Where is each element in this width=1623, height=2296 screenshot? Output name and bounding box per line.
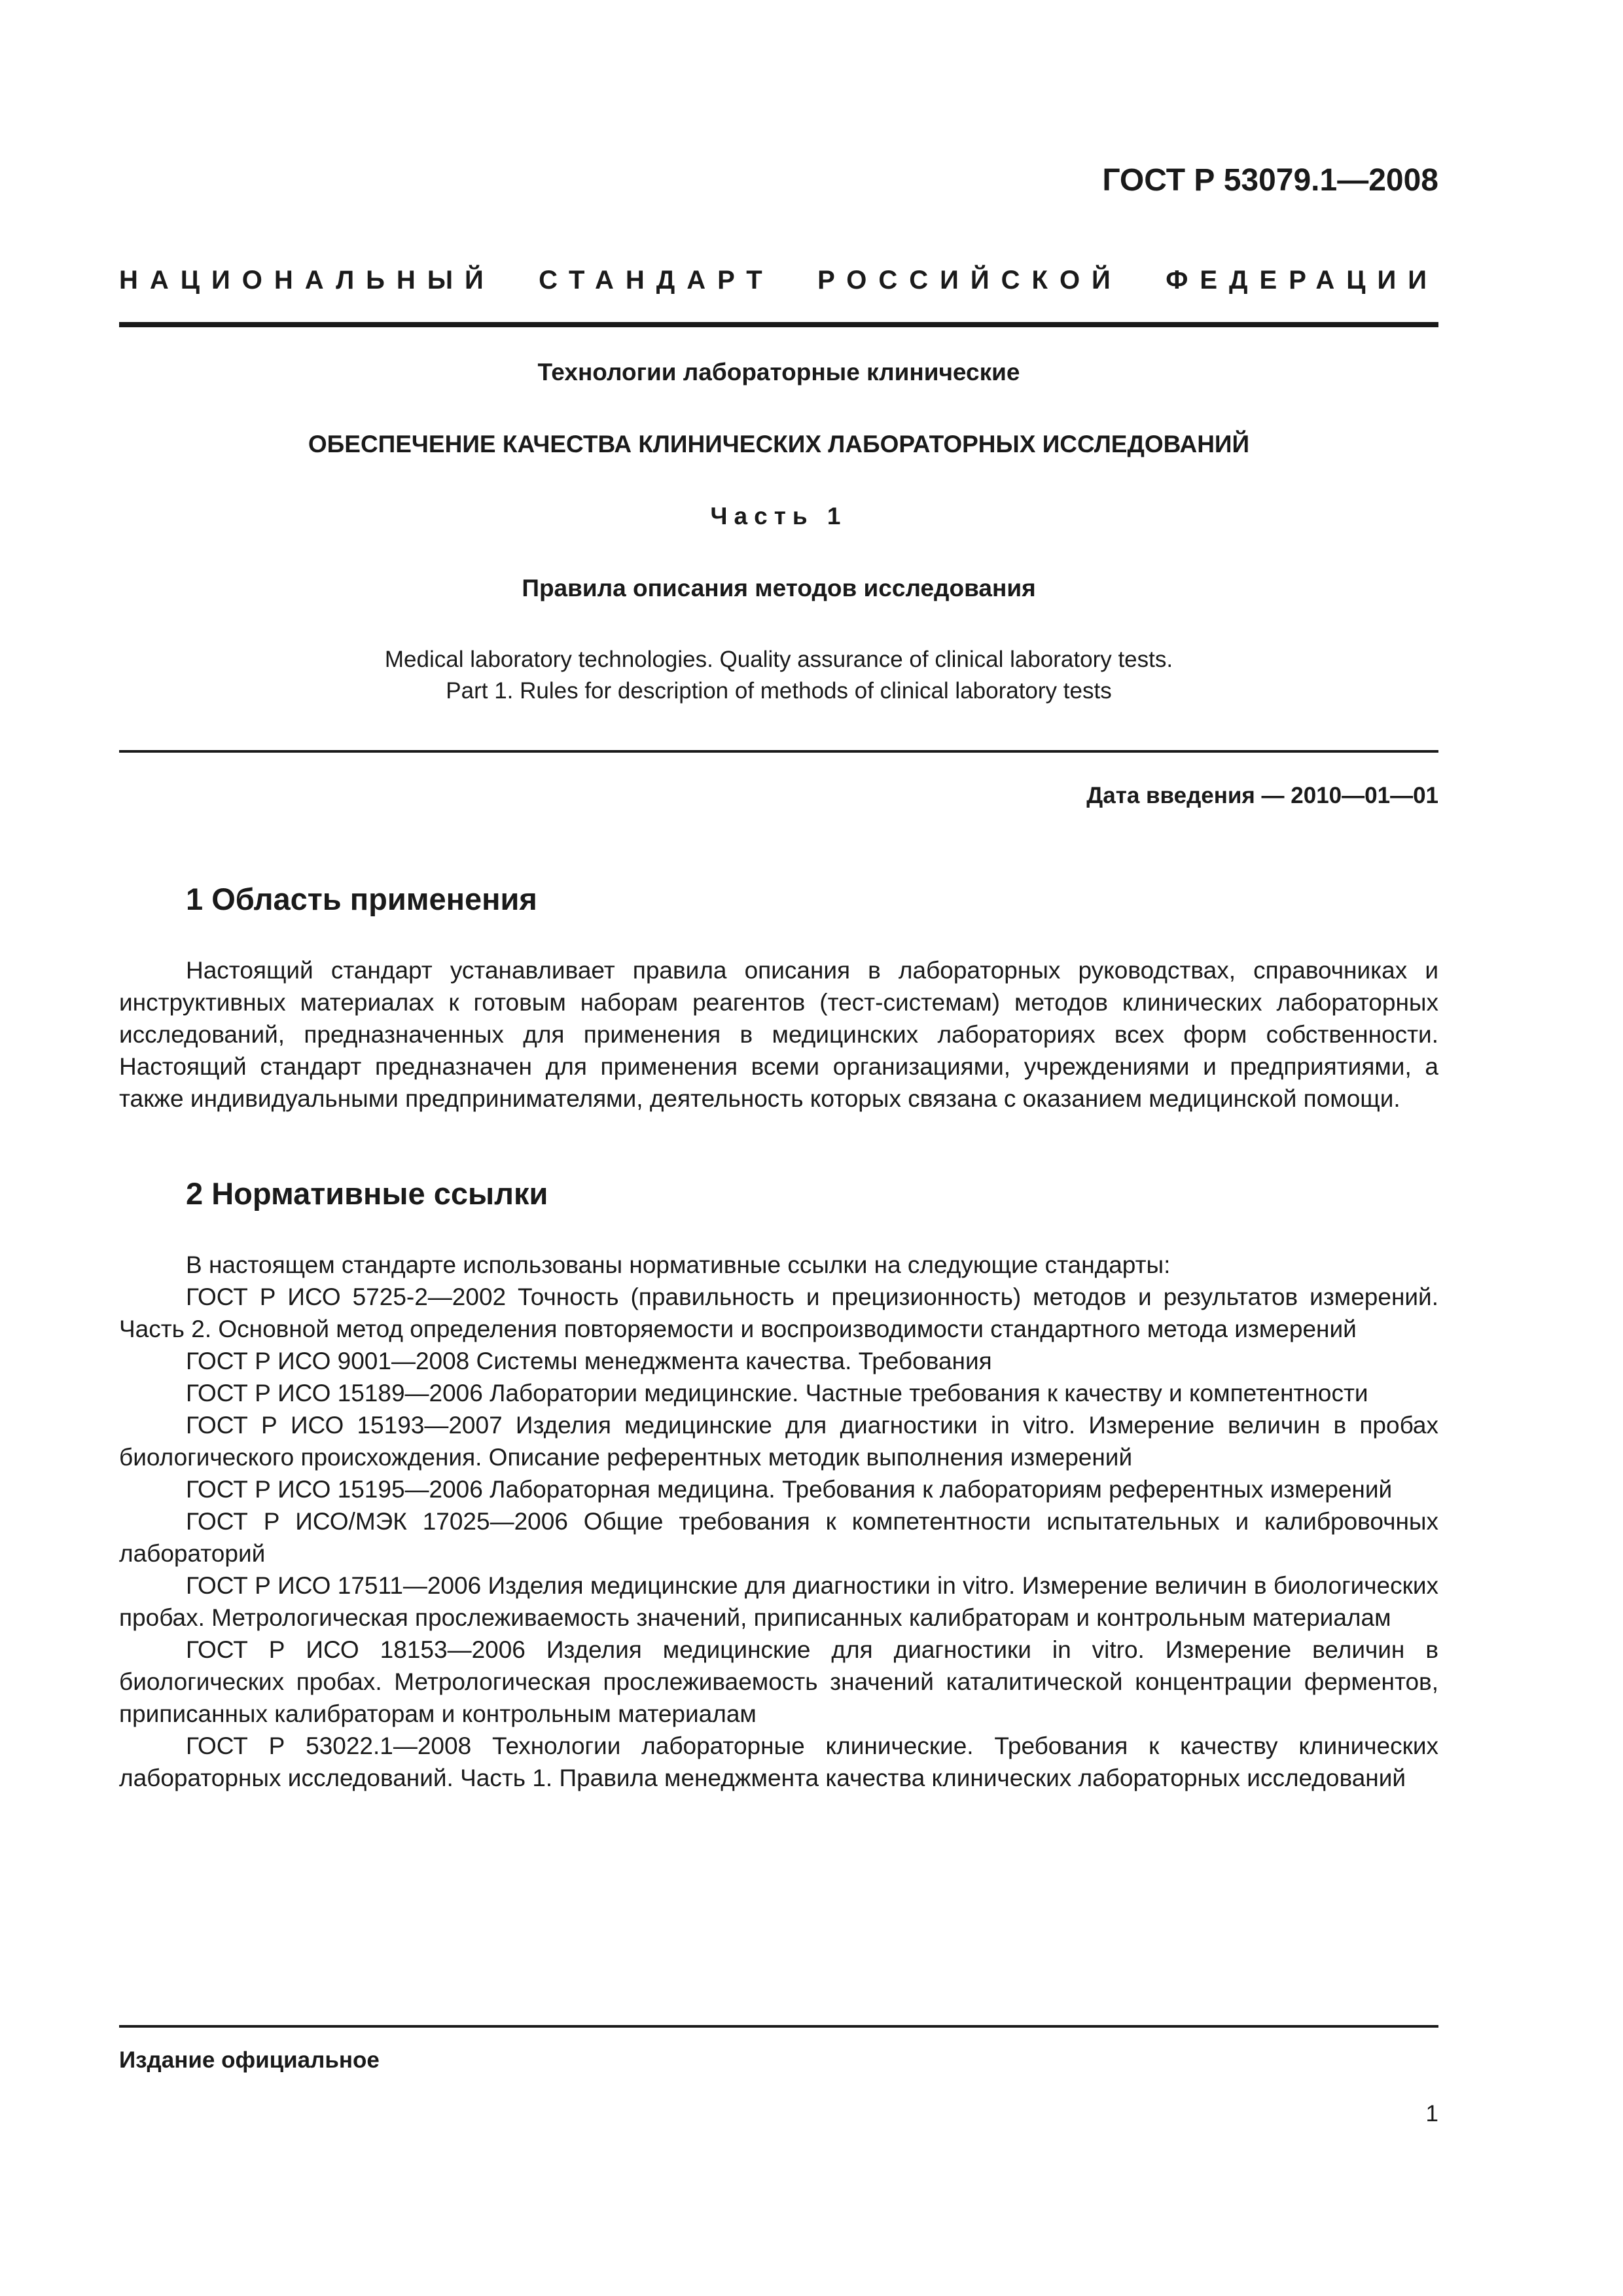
- reference-item: ГОСТ Р ИСО 15193—2007 Изделия медицинские для диагностики in vitro. Измерение величин в пробах биологического происхождения. Описание референтных методик выполнения измерений: [119, 1412, 1438, 1471]
- english-title-line2: Part 1. Rules for description of methods of clinical laboratory tests: [446, 678, 1112, 704]
- reference-item: ГОСТ Р ИСО 17511—2006 Изделия медицинские для диагностики in vitro. Измерение величин в биологических пробах. Метрологическая прослеживаемость значений, приписанных калибраторам и контрольным материалам: [119, 1572, 1438, 1631]
- introduction-date: Дата введения — 2010—01—01: [1086, 783, 1438, 808]
- reference-item: ГОСТ Р ИСО 15195—2006 Лабораторная медицина. Требования к лабораториям референтных измерений: [186, 1476, 1393, 1503]
- header-rule: [119, 322, 1438, 327]
- document-title: ОБЕСПЕЧЕНИЕ КАЧЕСТВА КЛИНИЧЕСКИХ ЛАБОРАТОРНЫХ ИССЛЕДОВАНИЙ: [308, 431, 1250, 457]
- footer-rule: [119, 2025, 1438, 2028]
- reference-item: ГОСТ Р ИСО 15189—2006 Лаборатории медицинские. Частные требования к качеству и компетентности: [186, 1380, 1368, 1407]
- english-title-line1: Medical laboratory technologies. Quality assurance of clinical laboratory tests.: [384, 647, 1173, 672]
- scope-paragraph: Настоящий стандарт устанавливает правила описания в лабораторных руководствах, справочниках и инструктивных материалах к готовым наборам реагентов (тест-системам) методов клинических лабораторных исследований, предназначенных для применения в медицинских лабораториях всех форм собственности. Настоящий стандарт предназначен для применения всеми организациями, учреждениями и предприятиями, а также индивидуальными предпринимателями, деятельность которых связана с оказанием медицинской помощи.: [119, 957, 1438, 1112]
- national-standard-title: НАЦИОНАЛЬНЫЙ СТАНДАРТ РОССИЙСКОЙ ФЕДЕРАЦИИ: [119, 266, 1438, 295]
- part-title: Правила описания методов исследования: [522, 575, 1036, 601]
- normative-references-list: [119, 1249, 1438, 1794]
- references-intro: В настоящем стандарте использованы нормативные ссылки на следующие стандарты:: [186, 1251, 1171, 1278]
- reference-item: ГОСТ Р ИСО 9001—2008 Системы менеджмента качества. Требования: [186, 1348, 992, 1374]
- title-rule: [119, 750, 1438, 753]
- page-number: 1: [1425, 2101, 1438, 2126]
- section-heading-scope: 1 Область применения: [186, 882, 537, 916]
- reference-item: ГОСТ Р ИСО/МЭК 17025—2006 Общие требования к компетентности испытательных и калибровочных лабораторий: [119, 1508, 1438, 1567]
- part-label: Часть 1: [710, 503, 847, 529]
- section-heading-normative-references: 2 Нормативные ссылки: [186, 1176, 548, 1211]
- standard-number: ГОСТ Р 53079.1—2008: [1102, 163, 1438, 198]
- reference-item: ГОСТ Р ИСО 18153—2006 Изделия медицинские для диагностики in vitro. Измерение величин в биологических пробах. Метрологическая прослеживаемость значений каталитической концентрации ферментов, приписанных калибраторам и контрольным материалам: [119, 1636, 1438, 1727]
- edition-label: Издание официальное: [119, 2047, 380, 2073]
- reference-item: ГОСТ Р ИСО 5725-2—2002 Точность (правильность и прецизионность) методов и результатов измерений. Часть 2. Основной метод определения повторяемости и воспроизводимости стандартного метода измерений: [119, 1283, 1438, 1342]
- reference-item: ГОСТ Р 53022.1—2008 Технологии лабораторные клинические. Требования к качеству клинических лабораторных исследований. Часть 1. Правила менеджмента качества клинических лабораторных исследований: [119, 1732, 1438, 1791]
- document-subtitle: Технологии лабораторные клинические: [537, 359, 1020, 386]
